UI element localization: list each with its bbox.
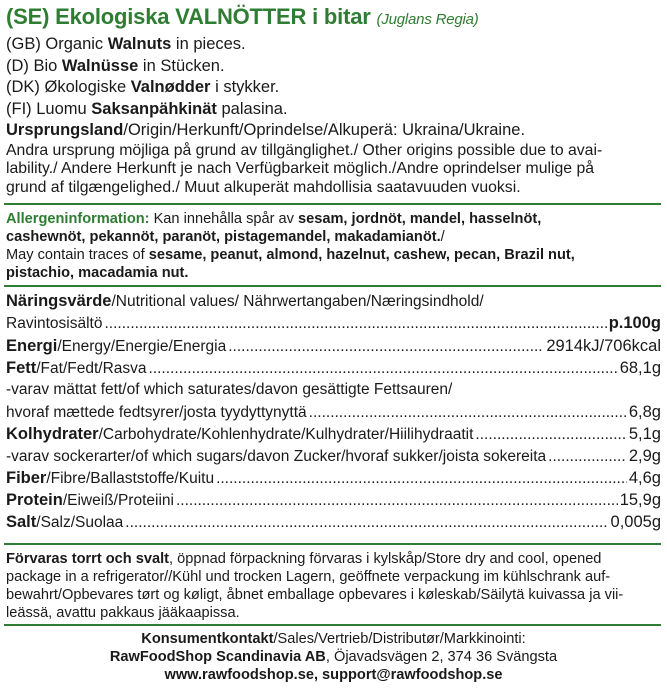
latin-name: (Juglans Regia)	[376, 11, 479, 28]
allergen-line-4: pistachio, macadamia nut.	[6, 265, 189, 281]
divider-3	[4, 543, 661, 545]
storage-block	[6, 550, 661, 622]
nutrition-row-saturates-2: hvoraf mættede fedtsyrer/josta tyydyttynyttä ..... 6,8g	[6, 403, 661, 425]
product-name-d: (D) Bio Walnüsse in Stücken.	[6, 56, 225, 75]
divider-2	[4, 285, 661, 287]
origin-line-4: grund af tilgængelighed./ Muut alkuperät mahdollisia saatavuuden vuoksi.	[6, 178, 521, 196]
nutrition-row-salt: Salt/Salz/Suolaa ..... 0,005g	[6, 513, 661, 535]
product-name-gb: (GB) Organic Walnuts in pieces.	[6, 35, 246, 53]
product-name-dk: (DK) Økologiske Valnødder i stykker.	[6, 78, 280, 96]
product-name-fi: (FI) Luomu Saksanpähkinät palasina.	[6, 99, 288, 118]
divider-1	[4, 203, 661, 205]
nutrition-row-saturates-1: -varav mättat fett/of which saturates/davon gesättigte Fettsauren/	[6, 381, 453, 398]
divider-4	[4, 624, 661, 626]
allergen-line-3: May contain traces of sesame, peanut, almond, hazelnut, cashew, pecan, Brazil nut,	[6, 247, 575, 263]
storage-line-2: package in a refrigerator//Kühl und trocken Lagern, geöffnete verpackung im kühlschrank auf-	[6, 569, 611, 585]
nutrition-row-sugars: -varav sockerarter/of which sugars/davon Zucker/hvoraf sukker/joista sokereita ..... 2,9g	[6, 447, 661, 469]
origin-line-1: Ursprungsland/Origin/Herkunft/Oprindelse/Alkuperä: Ukraina/Ukraine.	[6, 121, 526, 139]
product-title	[6, 4, 479, 30]
nutrition-heading: Näringsvärde/Nutritional values/ Nährwertangaben/Næringsindhold/	[6, 292, 484, 310]
origin-line-3: lability./ Andere Herkunft je nach Verfügbarkeit möglich./Andre oprindelser mulige på	[6, 160, 595, 177]
allergen-line-2: cashewnöt, pekannöt, paranöt, pistagemandel, makadamianöt./	[6, 229, 445, 245]
storage-line-3: bewahrt/Opbevares tørt og køligt, åbnet emballage opbevares i køleskab/Säilytä kuivassa ja vii-	[6, 587, 624, 603]
nutrition-row-carbohydrate: Kolhydrater/Carbohydrate/Kohlenhydrate/Kulhydrater/Hiilihydraatit ..... 5,1g	[6, 425, 661, 447]
contact-block	[6, 630, 661, 684]
storage-line-4: leässä, avattu pakkaus jääkaapissa.	[6, 605, 240, 621]
nutrition-row-energy: Energi/Energy/Energie/Energia ..... 2914kJ/706kcal	[6, 337, 661, 359]
product-name: (SE) Ekologiska VALNÖTTER i bitar	[6, 4, 371, 29]
nutrition-row-fibre: Fiber/Fibre/Ballaststoffe/Kuitu ..... 4,6g	[6, 469, 661, 491]
contact-heading: Konsumentkontakt/Sales/Vertrieb/Distributør/Markkinointi:	[141, 631, 526, 647]
product-names-block	[6, 34, 661, 197]
storage-line-1: Förvaras torrt och svalt, öppnad förpackning förvaras i kylskåp/Store dry and cool, opened	[6, 551, 602, 567]
contact-address: RawFoodShop Scandinavia AB, Öjavadsvägen 2, 374 36 Svängsta	[109, 649, 558, 665]
origin-line-2: Andra ursprung möjliga på grund av tillgänglighet./ Other origins possible due to avai-	[6, 141, 603, 159]
contact-web[interactable]: www.rawfoodshop.se, support@rawfoodshop.se	[164, 667, 503, 683]
nutrition-row-protein: Protein/Eiweiß/Proteiini ..... 15,9g	[6, 491, 661, 513]
allergen-block	[6, 210, 661, 282]
nutrition-row-fat: Fett/Fat/Fedt/Rasva ..... 68,1g	[6, 359, 661, 381]
nutrition-row-per100: Ravintosisältö ..... p.100g	[6, 314, 661, 336]
allergen-line-1: Allergeninformation: Kan innehålla spår av sesam, jordnöt, mandel, hasselnöt,	[6, 211, 542, 227]
